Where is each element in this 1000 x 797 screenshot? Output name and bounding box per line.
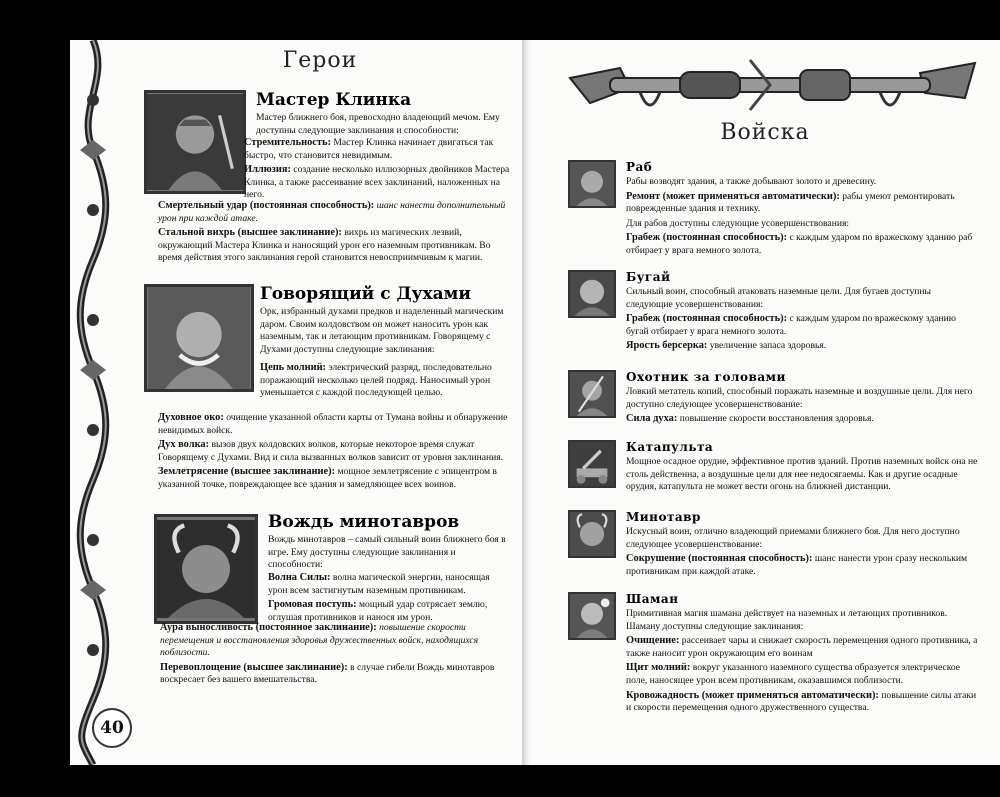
ability: Иллюзия: создание несколько иллюзорных двойников Мастера Клинка, а также рассеивание всех заклинаний, наложенных на него.	[244, 164, 510, 201]
unit-name: Бугай	[626, 270, 671, 284]
unit-description: Примитивная магия шамана действует на наземных и летающих противников. Шаману доступны следующие заклинания: Очищение: рассеивает чары и снижает скорость перемещения одного противника, а также наносит урон окружающим его воинам Щит молний: вокруг указанного наземного существа образуется электрическое поле, наносящее урон всем противникам, оказавшимся поблизости. Кровожадность (может применяться автоматически): повышение силы атаки и скорости перемещения одного дружественного существа.	[626, 608, 978, 714]
ability: Громовая поступь: мощный удар сотрясает землю, оглушая противников и нанося им урон.	[268, 599, 488, 623]
grunt-portrait-icon	[568, 270, 616, 318]
page-title: Герои	[282, 48, 358, 73]
left-page	[70, 40, 524, 765]
ability: Стальной вихрь (высшее заклинание): вихрь из магических лезвий, окружающий Мастера Клинка и наносящий урон его наземным противникам. Во время действия этого заклинания герой становится невосприимчивым к магии.	[158, 227, 491, 264]
peon-portrait-icon	[568, 160, 616, 208]
headhunter-portrait-icon	[568, 370, 616, 418]
unit-name: Раб	[626, 160, 653, 174]
ability-list	[244, 137, 510, 204]
hero-intro: Мастер ближнего боя, превосходно владеющий мечом. Ему доступны следующие заклинания и способности:	[256, 112, 500, 136]
page-number: 40	[92, 708, 132, 748]
unit-name: Минотавр	[626, 510, 701, 524]
ability: Аура выносливость (постоянное заклинание): повышение скорости перемещения и восстановления здоровья дружественных войск, находящихся поблизости.	[160, 622, 479, 659]
hero-name: Говорящий с Духами	[260, 284, 471, 304]
ability: Волна Силы: волна магической энергии, наносящая урон всем застигнутым наземным противникам.	[268, 572, 490, 596]
tauren-chieftain-portrait-icon	[154, 514, 258, 624]
unit-name: Катапульта	[626, 440, 714, 454]
hero-intro: Вождь минотавров – самый сильный воин ближнего боя в игре. Ему доступны следующие заклинания и способности:	[268, 534, 506, 571]
ability-list	[268, 572, 508, 626]
unit-name: Охотник за головами	[626, 370, 786, 384]
ability-list	[158, 412, 510, 494]
unit-description: Искусный воин, отлично владеющий приемами ближнего боя. Для него доступно следующее усовершенствование: Сокрушение (постоянная способность): шанс нанести урон сразу нескольким противникам при каждой атаке.	[626, 526, 968, 577]
ability: Стремительность: Мастер Клинка начинает двигаться так быстро, что становится невидимым.	[244, 137, 494, 161]
ability: Перевоплощение (высшее заклинание): в случае гибели Вождь минотавров воскресает без вашего вмешательства.	[160, 661, 495, 686]
hero-name: Мастер Клинка	[256, 90, 412, 110]
unit-description: Мощное осадное орудие, эффективное против зданий. Против наземных войск она не столь действенна, а воздушные цели для нее недосягаемы. Как и другие осадные орудия, катапульта не может вести огонь на ближней дистанции.	[626, 456, 978, 493]
hero-name: Вождь минотавров	[268, 512, 460, 532]
hero-intro: Орк, избранный духами предков и наделенный магическим даром. Своим колдовством он может наносить урон как наземным, так и летающим противникам. Говорящему с Духами доступны следующие заклинания:	[260, 306, 504, 355]
ability-list	[260, 362, 510, 402]
unit-name: Шаман	[626, 592, 679, 606]
page-title: Войска	[720, 120, 810, 145]
tauren-portrait-icon	[568, 510, 616, 558]
far-seer-portrait-icon	[144, 284, 254, 392]
ability: Дух волка: вызов двух колдовских волков, которые некоторое время служат Говорящему с Духами. Вид и сила вызванных волков зависит от уровня заклинания.	[158, 439, 504, 463]
ornamental-border-icon	[70, 40, 116, 765]
catapult-portrait-icon	[568, 440, 616, 488]
ability-list	[158, 200, 510, 267]
right-page	[530, 40, 1000, 765]
ability: Землетрясение (высшее заклинание): мощное землетрясение с эпицентром в указанной точке, повреждающее все здания и замедляющее всех воинов.	[158, 466, 497, 490]
ability-list	[160, 622, 510, 689]
blademaster-portrait-icon	[144, 90, 246, 194]
unit-description: Сильный воин, способный атаковать наземные цели. Для бугаев доступны следующие усовершенствования: Грабеж (постоянная способность): с каждым ударом по вражескому зданию бугай отбирает у врага немного золота. Ярость берсерка: увеличение запаса здоровья.	[626, 286, 956, 352]
weapons-banner-icon	[560, 48, 985, 128]
ability: Цепь молний: электрический разряд, последовательно поражающий несколько целей подряд. Наносимый урон уменьшается с каждой последующей целью.	[260, 362, 492, 399]
ability: Духовное око: очищение указанной области карты от Тумана войны и обнаружение невидимых войск.	[158, 412, 508, 436]
unit-description: Ловкий метатель копий, способный поражать наземные и воздушные цели. Для него доступно следующее усовершенствование: Сила духа: повышение скорости восстановления здоровья.	[626, 386, 973, 425]
unit-description: Рабы возводят здания, а также добывают золото и древесину. Ремонт (может применяться автоматически): рабы умеют ремонтировать поврежденные здания и технику. Для рабов доступны следующие усовершенствования: Грабеж (постоянная способность): с каждым ударом по вражескому зданию раб отбирает у врага немного золота.	[626, 176, 973, 256]
shaman-portrait-icon	[568, 592, 616, 640]
ability: Смертельный удар (постоянная способность): шанс нанести дополнительный урон при каждой атаке.	[158, 200, 506, 224]
